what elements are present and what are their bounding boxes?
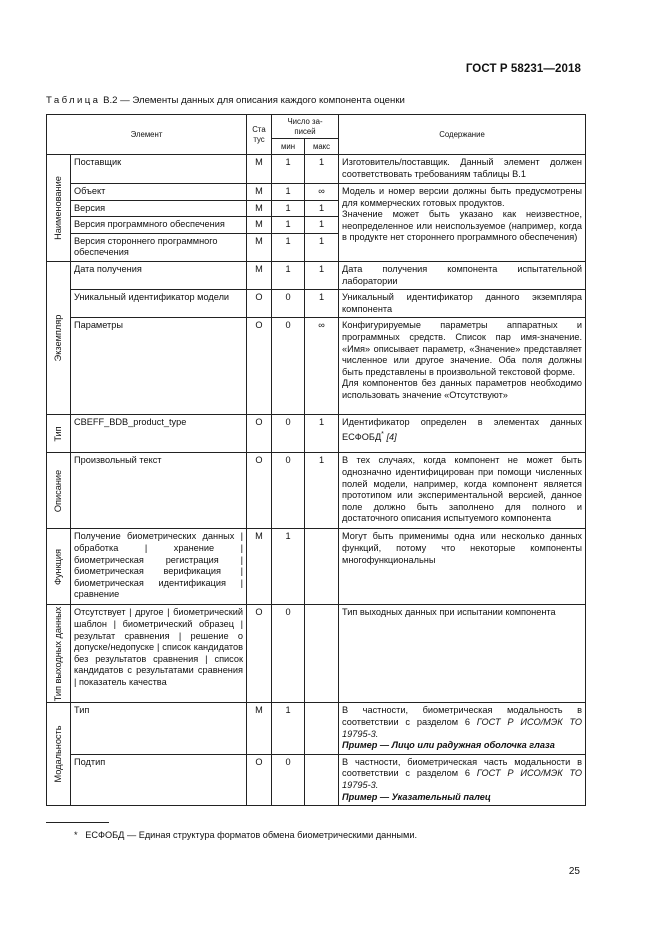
row-element: Поставщик [71, 155, 247, 184]
row-min: 0 [272, 605, 305, 703]
row-max [305, 754, 339, 805]
row-element: Параметры [71, 318, 247, 415]
row-content: Тип выходных данных при испытании компонента [339, 605, 586, 703]
group-ekz: Экземпляр [47, 261, 71, 414]
row-element: Версия стороннего программного обеспечения [71, 233, 247, 261]
row-status: М [247, 261, 272, 289]
row-element: Версия программного обеспечения [71, 217, 247, 234]
header-status: Ста тус [247, 115, 272, 155]
row-max [305, 605, 339, 703]
row-content: Уникальный идентификатор данного экземпляра компонента [339, 290, 586, 318]
footnote-mark: * [74, 830, 78, 840]
group-tip: Тип [47, 415, 71, 453]
example-text: Пример — Указательный палец [342, 791, 491, 802]
row-content: В частности, биометрическая модальность в соответствии с разделом 6 ГОСТ Р ИСО/МЭК ТО 19795-3. Пример — Лицо или радужная оболочка глаза [339, 703, 586, 754]
row-max: 1 [305, 200, 339, 217]
footnote-rule [46, 822, 109, 823]
row-min: 0 [272, 453, 305, 529]
row-element: Объект [71, 184, 247, 201]
row-status: О [247, 453, 272, 529]
example-text: Пример — Лицо или радужная оболочка глаза [342, 740, 555, 751]
group-tipvyh: Тип выходных данных [47, 605, 71, 703]
header-max: макс [305, 139, 339, 155]
row-min: 0 [272, 318, 305, 415]
row-status: М [247, 529, 272, 605]
row-min: 1 [272, 261, 305, 289]
row-min: 1 [272, 703, 305, 754]
header-content: Содержание [339, 115, 586, 155]
row-status: О [247, 290, 272, 318]
row-max: 1 [305, 155, 339, 184]
row-element: Уникальный идентификатор модели [71, 290, 247, 318]
row-max: 1 [305, 453, 339, 529]
row-element: Дата получения [71, 261, 247, 289]
row-max: 1 [305, 290, 339, 318]
page-number: 25 [568, 866, 580, 877]
row-min: 1 [272, 184, 305, 201]
group-opis: Описание [47, 453, 71, 529]
row-status: О [247, 605, 272, 703]
header-element: Элемент [47, 115, 247, 155]
header-count: Число за- писей [272, 115, 339, 139]
row-max [305, 703, 339, 754]
group-func: Функция [47, 529, 71, 605]
row-min: 1 [272, 200, 305, 217]
row-content: Изготовитель/поставщик. Данный элемент должен соответствовать требованиям таблицы В.1 [339, 155, 586, 184]
row-element: CBEFF_BDB_product_type [71, 415, 247, 453]
row-content: В частности, биометрическая часть модальности в соответствии с разделом 6 ГОСТ Р ИСО/МЭК ТО 19795-3. Пример — Указательный палец [339, 754, 586, 805]
row-min: 0 [272, 415, 305, 453]
row-element: Получение биометрических данных | обработка | хранение | биометрическая регистрация | биометрическая верификация | биометрическая идентификация | сравнение [71, 529, 247, 605]
footnote [74, 830, 417, 840]
row-max: 1 [305, 217, 339, 234]
row-status: М [247, 703, 272, 754]
document-header: ГОСТ Р 58231—2018 [465, 63, 581, 75]
row-status: О [247, 415, 272, 453]
row-element: Версия [71, 200, 247, 217]
caption-label: Таблица [46, 95, 101, 106]
row-min: 0 [272, 754, 305, 805]
row-content: Идентификатор определен в элементах данных ЕСФОБД* [4] [339, 415, 586, 453]
footnote-text: ЕСФОБД — Единая структура форматов обмена биометрическими данными. [85, 830, 418, 840]
row-content: Могут быть применимы одна или несколько данных функций, потому что некоторые компоненты многофункциональны [339, 529, 586, 605]
data-elements-table [46, 114, 586, 806]
row-element: Отсутствует | другое | биометрический шаблон | биометрический образец | результат сравнения | решение о допуске/недопуске | список кандидатов без результатов сравнения | список кандидатов с результатами сравнения | показатель качества [71, 605, 247, 703]
row-max: 1 [305, 261, 339, 289]
row-min: 1 [272, 233, 305, 261]
row-max: ∞ [305, 318, 339, 415]
caption-text: В.2 — Элементы данных для описания каждого компонента оценки [100, 95, 405, 106]
row-max: 1 [305, 233, 339, 261]
row-element: Произвольный текст [71, 453, 247, 529]
row-min: 1 [272, 155, 305, 184]
row-status: М [247, 217, 272, 234]
row-status: М [247, 155, 272, 184]
row-min: 0 [272, 290, 305, 318]
row-status: О [247, 318, 272, 415]
row-status: М [247, 233, 272, 261]
row-content: Конфигурируемые параметры аппаратных и программных средств. Список пар имя-значение. «Имя» описывает параметр, «Значение» представляет численное или другое значение. Оба поля должны быть представлены в произвольной текстовой форме. Для компонентов без данных параметров необходимо использовать значение «Отсутствуют» [339, 318, 586, 415]
row-status: М [247, 184, 272, 201]
table-caption [46, 95, 405, 106]
row-element: Тип [71, 703, 247, 754]
row-max: 1 [305, 415, 339, 453]
row-status: М [247, 200, 272, 217]
row-content: В тех случаях, когда компонент не может быть однозначно идентифицирован при помощи численных полей модели, например, когда компонент является прототипом или экспериментальной версией, данное поле должно быть заполнено для полного и достаточного описания испытуемого компонента [339, 453, 586, 529]
row-max [305, 529, 339, 605]
row-element: Подтип [71, 754, 247, 805]
row-content: Дата получения компонента испытательной лаборатории [339, 261, 586, 289]
row-min: 1 [272, 529, 305, 605]
header-min: мин [272, 139, 305, 155]
row-min: 1 [272, 217, 305, 234]
group-naim: Наименование [47, 155, 71, 262]
row-content: Модель и номер версии должны быть предусмотрены для коммерческих готовых продуктов. Значение может быть указано как неизвестное, неопределенное или неиспользуемое (например, когда в продукте нет стороннего программного обеспечения) [339, 184, 586, 262]
row-max: ∞ [305, 184, 339, 201]
row-status: О [247, 754, 272, 805]
group-modal: Модальность [47, 703, 71, 806]
